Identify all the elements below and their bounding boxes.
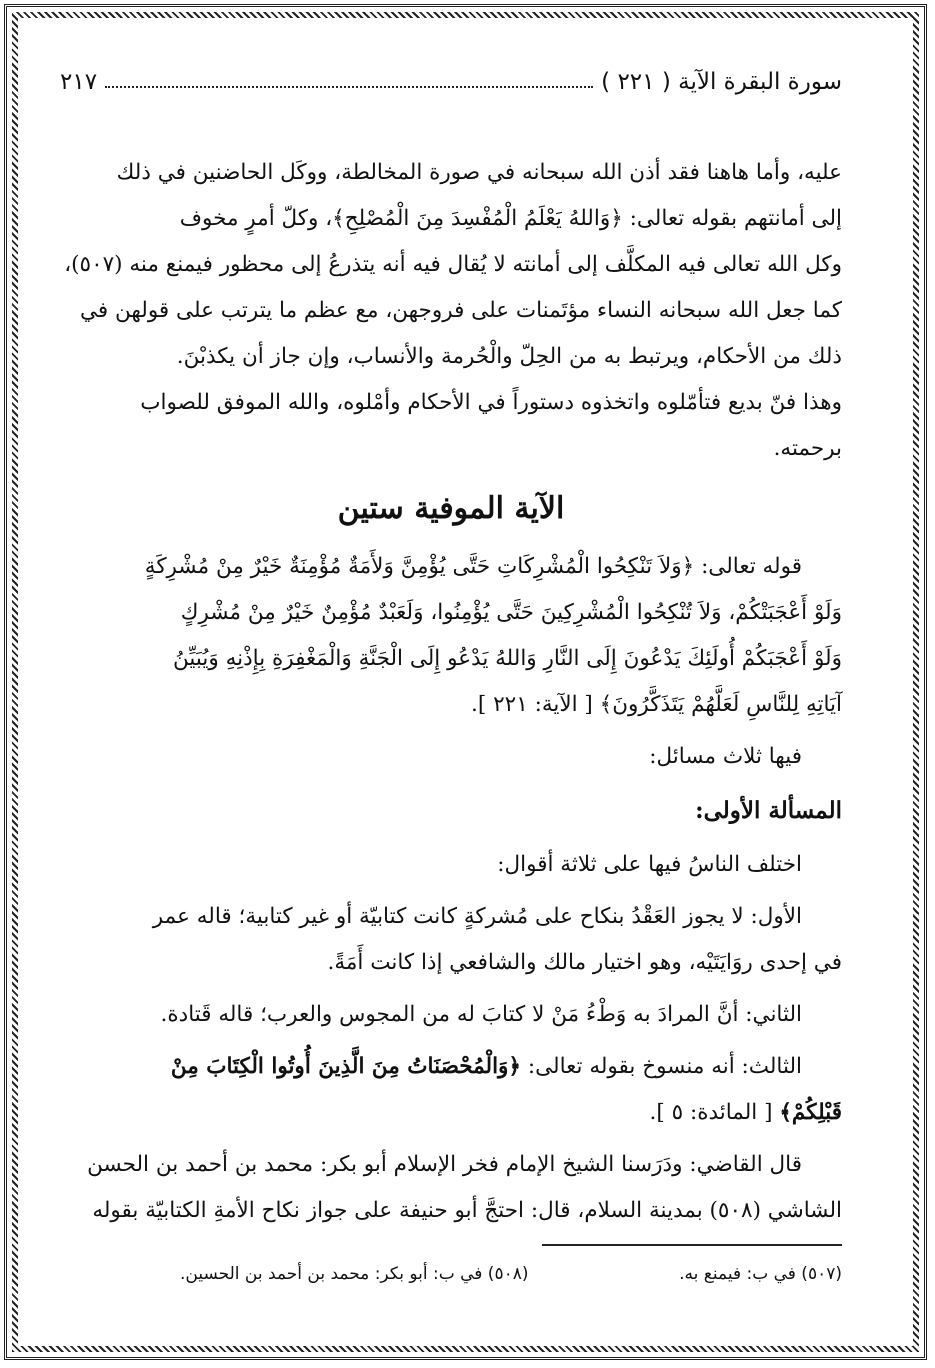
- opinion-second: الثاني: أنَّ المرادَ به وَطْءُ مَنْ لا كتابَ له من المجوس والعرب؛ قاله قَتادة.: [160, 1002, 802, 1027]
- text-line: قال القاضي: ودَرَسنا الشيخ الإمام فخر الإسلام أبو بكر: محمد بن أحمد بن الحسن: [87, 1152, 802, 1177]
- first-issue-heading: المسألة الأولى:: [695, 797, 842, 824]
- opinion-first: [60, 894, 842, 986]
- qadi-paragraph: [60, 1142, 842, 1234]
- text-line: برحمته.: [773, 436, 842, 461]
- quran-quote: ﴿وَالْمُحْصَنَاتُ مِنَ الَّذِينَ أُوتُوا الْكِتَابَ مِنْ: [170, 1054, 522, 1079]
- quran-quote: قَبْلِكُمْ﴾: [779, 1100, 842, 1125]
- text-line: [60, 1090, 842, 1136]
- verse-line: آيَاتِهِ لِلنَّاسِ لَعَلَّهُمْ يَتَذَكَّرُونَ﴾ [ الآية: ٢٢١ ].: [471, 692, 842, 717]
- issues-intro: فيها ثلاث مسائل:: [649, 744, 802, 769]
- text-line: الشاشي (٥٠٨) بمدينة السلام، قال: احتجَّ أبو حنيفة على جواز نكاح الأمةِ الكتابيّة بقوله: [92, 1198, 842, 1223]
- verse-line: قوله تعالى: ﴿وَلاَ تَنْكِحُوا الْمُشْرِكَاتِ حَتَّى يُؤْمِنَّ وَلأَمَةٌ مُؤْمِنَةٌ خَيْرٌ مِنْ مُشْرِكَةٍ: [144, 554, 802, 579]
- opinion-third-prefix: الثالث: أنه منسوخ بقوله تعالى:: [527, 1054, 802, 1079]
- verse-line: وَلَوْ أَعْجَبَتْكُمْ، وَلاَ تُنْكِحُوا الْمُشْرِكِينَ حَتَّى يُؤْمِنُوا، وَلَعَبْدٌ مُؤْمِنٌ خَيْرٌ مِنْ مُشْرِكٍ: [180, 600, 842, 625]
- text-line: كما جعل الله سبحانه النساء مؤتَمنات على فروجهن، مع عظم ما يترتب على قولهن في: [79, 298, 842, 323]
- text-line: عليه، وأما هاهنا فقد أذن الله سبحانه في صورة المخالطة، ووكَل الحاضنين في ذلك: [116, 160, 842, 185]
- verse-reference: [ المائدة: ٥ ].: [649, 1100, 773, 1125]
- verse-paragraph: [60, 544, 842, 728]
- header-leader-dots: [105, 76, 593, 88]
- text-line: في إحدى روَايَتَيْه، وهو اختيار مالك والشافعي إذا كانت أَمَةً.: [327, 950, 842, 975]
- opinion-third: [60, 1044, 842, 1136]
- footnote-508: (٥٠٨) في ب: أبو بكر: محمد بن أحمد بن الحسين.: [180, 1264, 529, 1284]
- book-page: [60, 62, 842, 1284]
- text-line: [60, 1044, 842, 1090]
- footnotes: [60, 1264, 842, 1284]
- verse-line: وَلَوْ أَعْجَبَكُمْ أُولَئِكَ يَدْعُونَ إِلَى النَّارِ وَاللهُ يَدْعُو إِلَى الْجَنَّةِ وَالْمَغْفِرَةِ بِإِذْنِهِ وَيُبَيِّنُ: [173, 646, 842, 671]
- header-title: سورة البقرة الآية ( ٢٢١ ): [601, 69, 842, 95]
- text-line: الأول: لا يجوز العَقْدُ بنكاح على مُشركةٍ كانت كتابيّة أو غير كتابية؛ قاله عمر: [152, 904, 802, 929]
- footnote-separator: [542, 1244, 842, 1246]
- text-line: وكل الله تعالى فيه المكلَّف إلى أمانته لا يُقال فيه أنه يتذرعُ إلى محظور فيمنع منه (٥٠٧)،: [64, 252, 842, 277]
- opinions-intro: اختلف الناسُ فيها على ثلاثة أقوال:: [497, 852, 802, 877]
- page-number: ٢١٧: [60, 69, 98, 95]
- text-line: إلى أمانتهم بقوله تعالى: ﴿وَاللهُ يَعْلَمُ الْمُفْسِدَ مِنَ الْمُصْلِحِ﴾، وكلّ أمرٍ مخوف: [179, 206, 842, 231]
- text-line: ذلك من الأحكام، ويرتبط به من الحِلّ والْحُرمة والأنساب، وإن جاز أن يكذبْنَ.: [176, 344, 842, 369]
- text-line: وهذا فنّ بديع فتأمّلوه واتخذوه دستوراً في الأحكام وأمْلوه، والله الموفق للصواب: [140, 390, 842, 415]
- section-heading: الآية الموفية ستين: [337, 491, 565, 526]
- running-header: [60, 62, 842, 102]
- intro-paragraph: [60, 150, 842, 472]
- footnote-507: (٥٠٧) في ب: فيمنع به.: [679, 1264, 842, 1284]
